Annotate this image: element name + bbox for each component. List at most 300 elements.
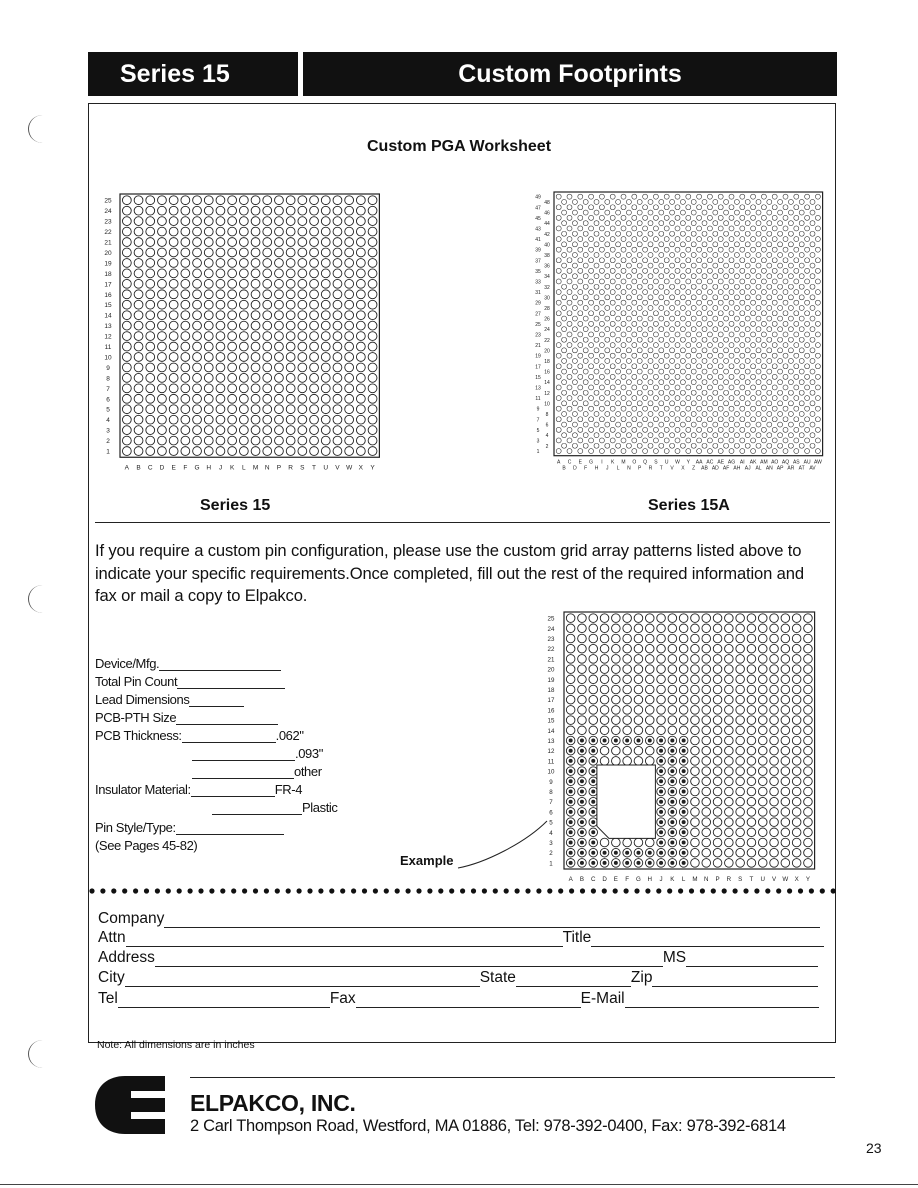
pin-hole[interactable]	[758, 838, 767, 847]
pin-hole[interactable]	[626, 348, 631, 353]
pin-hole[interactable]	[310, 436, 319, 445]
pin-hole[interactable]	[783, 417, 788, 422]
pin-hole[interactable]	[181, 196, 190, 205]
pin-hole[interactable]	[691, 746, 700, 755]
pin-hole[interactable]	[713, 695, 722, 704]
pin-hole[interactable]	[621, 385, 626, 390]
pin-hole[interactable]	[724, 380, 729, 385]
pin-hole[interactable]	[761, 258, 766, 263]
pin-hole[interactable]	[680, 295, 685, 300]
thickness-093-line[interactable]	[192, 749, 295, 761]
pin-hole[interactable]	[761, 205, 766, 210]
pin-hole[interactable]	[562, 252, 567, 257]
pin-hole[interactable]	[713, 390, 718, 395]
pin-hole[interactable]	[799, 369, 804, 374]
pin-hole[interactable]	[572, 401, 577, 406]
pin-hole[interactable]	[566, 614, 575, 623]
pin-hole[interactable]	[783, 226, 788, 231]
pin-hole[interactable]	[781, 716, 790, 725]
pin-hole[interactable]	[770, 859, 779, 868]
pin-hole[interactable]	[691, 848, 700, 857]
pin-hole[interactable]	[781, 634, 790, 643]
pin-hole[interactable]	[781, 797, 790, 806]
pin-hole[interactable]	[702, 736, 711, 745]
pin-hole[interactable]	[345, 373, 354, 382]
pin-hole[interactable]	[368, 300, 377, 309]
pin-hole[interactable]	[804, 614, 813, 623]
pin-hole[interactable]	[134, 321, 143, 330]
pin-hole[interactable]	[653, 300, 658, 305]
pin-hole[interactable]	[263, 290, 272, 299]
pin-hole[interactable]	[228, 279, 237, 288]
pin-hole[interactable]	[702, 380, 707, 385]
pin-hole[interactable]	[589, 644, 598, 653]
pin-hole[interactable]	[645, 706, 654, 715]
pin-hole[interactable]	[356, 196, 365, 205]
pin-hole[interactable]	[310, 353, 319, 362]
pin-hole[interactable]	[788, 199, 793, 204]
pin-hole[interactable]	[657, 675, 666, 684]
pin-hole[interactable]	[310, 269, 319, 278]
pin-hole[interactable]	[794, 237, 799, 242]
pin-hole[interactable]	[702, 685, 711, 694]
pin-hole[interactable]	[612, 685, 621, 694]
pin-hole[interactable]	[772, 226, 777, 231]
pin-hole[interactable]	[298, 196, 307, 205]
pin-hole[interactable]	[589, 343, 594, 348]
pin-hole[interactable]	[794, 438, 799, 443]
pin-hole[interactable]	[713, 848, 722, 857]
pin-hole[interactable]	[556, 226, 561, 231]
pin-hole[interactable]	[659, 295, 664, 300]
pin-hole[interactable]	[589, 706, 598, 715]
pin-hole[interactable]	[804, 818, 813, 827]
pin-hole[interactable]	[756, 295, 761, 300]
pin-hole[interactable]	[251, 353, 260, 362]
pin-hole[interactable]	[713, 665, 722, 674]
pin-hole[interactable]	[792, 644, 801, 653]
pin-hole[interactable]	[605, 433, 610, 438]
pin-hole[interactable]	[805, 396, 810, 401]
pin-hole[interactable]	[751, 205, 756, 210]
pin-hole[interactable]	[345, 238, 354, 247]
pin-hole[interactable]	[778, 284, 783, 289]
pin-hole[interactable]	[610, 417, 615, 422]
pin-hole[interactable]	[653, 438, 658, 443]
pin-hole[interactable]	[556, 300, 561, 305]
pin-hole[interactable]	[778, 390, 783, 395]
pin-hole[interactable]	[578, 614, 587, 623]
pin-hole[interactable]	[691, 777, 700, 786]
pin-hole[interactable]	[702, 706, 711, 715]
state-input-line[interactable]	[516, 972, 631, 987]
pin-hole[interactable]	[193, 227, 202, 236]
pin-hole[interactable]	[583, 348, 588, 353]
pin-hole[interactable]	[578, 268, 583, 273]
pin-hole[interactable]	[286, 394, 295, 403]
pin-hole[interactable]	[745, 433, 750, 438]
pin-hole[interactable]	[781, 685, 790, 694]
pin-hole[interactable]	[193, 321, 202, 330]
pin-hole[interactable]	[122, 300, 131, 309]
pin-hole[interactable]	[675, 194, 680, 199]
pin-hole[interactable]	[567, 427, 572, 432]
pin-hole[interactable]	[626, 401, 631, 406]
pin-hole[interactable]	[181, 290, 190, 299]
pin-hole[interactable]	[778, 358, 783, 363]
pin-hole[interactable]	[310, 259, 319, 268]
pin-hole[interactable]	[664, 353, 669, 358]
pin-hole[interactable]	[169, 259, 178, 268]
pin-hole[interactable]	[691, 655, 700, 664]
pin-hole[interactable]	[691, 422, 696, 427]
pin-hole[interactable]	[729, 406, 734, 411]
pin-hole[interactable]	[594, 305, 599, 310]
pin-hole[interactable]	[751, 343, 756, 348]
pin-hole[interactable]	[356, 227, 365, 236]
pin-hole[interactable]	[810, 433, 815, 438]
pin-hole[interactable]	[697, 449, 702, 454]
pin-hole[interactable]	[298, 259, 307, 268]
pin-hole[interactable]	[251, 259, 260, 268]
pin-hole[interactable]	[345, 415, 354, 424]
pin-count-input-line[interactable]	[177, 677, 285, 689]
pin-hole[interactable]	[799, 380, 804, 385]
pin-hole[interactable]	[228, 217, 237, 226]
pin-hole[interactable]	[626, 210, 631, 215]
pin-hole[interactable]	[680, 242, 685, 247]
pin-hole[interactable]	[747, 818, 756, 827]
pin-hole[interactable]	[758, 675, 767, 684]
pin-hole[interactable]	[169, 227, 178, 236]
pin-hole[interactable]	[713, 422, 718, 427]
pin-hole[interactable]	[686, 385, 691, 390]
pin-hole[interactable]	[251, 248, 260, 257]
pin-hole[interactable]	[567, 385, 572, 390]
pin-hole[interactable]	[729, 311, 734, 316]
pin-hole[interactable]	[788, 210, 793, 215]
pin-hole[interactable]	[747, 716, 756, 725]
pin-hole[interactable]	[216, 405, 225, 414]
pin-hole[interactable]	[605, 327, 610, 332]
pin-hole[interactable]	[583, 369, 588, 374]
pin-hole[interactable]	[713, 685, 722, 694]
pin-hole[interactable]	[600, 675, 609, 684]
pin-hole[interactable]	[610, 215, 615, 220]
pin-hole[interactable]	[637, 401, 642, 406]
pin-hole[interactable]	[600, 624, 609, 633]
pin-hole[interactable]	[691, 726, 700, 735]
pin-hole[interactable]	[691, 644, 700, 653]
pin-hole[interactable]	[345, 269, 354, 278]
pin-hole[interactable]	[679, 716, 688, 725]
pin-hole[interactable]	[767, 348, 772, 353]
pin-hole[interactable]	[736, 655, 745, 664]
pin-hole[interactable]	[713, 221, 718, 226]
pin-hole[interactable]	[239, 436, 248, 445]
pin-hole[interactable]	[263, 206, 272, 215]
pin-hole[interactable]	[146, 238, 155, 247]
pin-hole[interactable]	[702, 411, 707, 416]
pin-hole[interactable]	[734, 263, 739, 268]
pin-hole[interactable]	[648, 274, 653, 279]
pin-hole[interactable]	[193, 279, 202, 288]
pin-hole[interactable]	[772, 449, 777, 454]
pin-hole[interactable]	[228, 321, 237, 330]
pin-hole[interactable]	[680, 327, 685, 332]
pin-hole[interactable]	[556, 205, 561, 210]
pin-hole[interactable]	[204, 248, 213, 257]
pin-hole[interactable]	[781, 767, 790, 776]
pin-hole[interactable]	[158, 217, 167, 226]
pin-hole[interactable]	[228, 447, 237, 456]
pin-hole[interactable]	[298, 436, 307, 445]
pin-hole[interactable]	[345, 279, 354, 288]
pin-hole[interactable]	[670, 380, 675, 385]
pin-hole[interactable]	[599, 427, 604, 432]
pin-hole[interactable]	[783, 374, 788, 379]
pin-hole[interactable]	[707, 417, 712, 422]
pin-hole[interactable]	[691, 433, 696, 438]
pin-hole[interactable]	[718, 290, 723, 295]
pin-hole[interactable]	[368, 436, 377, 445]
pin-hole[interactable]	[761, 374, 766, 379]
pin-hole[interactable]	[781, 665, 790, 674]
pin-hole[interactable]	[792, 665, 801, 674]
pin-hole[interactable]	[810, 210, 815, 215]
pin-hole[interactable]	[747, 665, 756, 674]
pin-hole[interactable]	[657, 665, 666, 674]
pin-hole[interactable]	[756, 231, 761, 236]
pin-hole[interactable]	[637, 284, 642, 289]
pin-hole[interactable]	[204, 196, 213, 205]
pin-hole[interactable]	[616, 210, 621, 215]
pin-hole[interactable]	[751, 290, 756, 295]
pin-hole[interactable]	[734, 284, 739, 289]
pin-hole[interactable]	[637, 221, 642, 226]
pin-hole[interactable]	[181, 405, 190, 414]
pin-hole[interactable]	[228, 311, 237, 320]
pin-hole[interactable]	[368, 394, 377, 403]
pin-hole[interactable]	[345, 259, 354, 268]
pin-hole[interactable]	[697, 406, 702, 411]
pin-hole[interactable]	[599, 374, 604, 379]
pin-hole[interactable]	[707, 385, 712, 390]
pin-hole[interactable]	[675, 364, 680, 369]
pin-hole[interactable]	[805, 449, 810, 454]
pin-hole[interactable]	[718, 364, 723, 369]
pin-hole[interactable]	[707, 300, 712, 305]
pin-hole[interactable]	[645, 685, 654, 694]
pin-hole[interactable]	[216, 269, 225, 278]
pin-hole[interactable]	[621, 226, 626, 231]
pin-hole[interactable]	[668, 695, 677, 704]
pin-hole[interactable]	[729, 427, 734, 432]
pin-hole[interactable]	[758, 787, 767, 796]
pin-hole[interactable]	[794, 427, 799, 432]
pin-hole[interactable]	[610, 438, 615, 443]
pin-hole[interactable]	[599, 205, 604, 210]
pin-hole[interactable]	[664, 385, 669, 390]
pin-hole[interactable]	[251, 217, 260, 226]
pin-hole[interactable]	[605, 210, 610, 215]
pin-hole[interactable]	[792, 675, 801, 684]
pin-hole[interactable]	[697, 374, 702, 379]
pin-hole[interactable]	[707, 215, 712, 220]
pin-hole[interactable]	[758, 665, 767, 674]
pin-hole[interactable]	[758, 685, 767, 694]
pin-hole[interactable]	[707, 427, 712, 432]
pin-hole[interactable]	[637, 369, 642, 374]
pin-hole[interactable]	[761, 343, 766, 348]
pin-hole[interactable]	[599, 396, 604, 401]
pin-hole[interactable]	[589, 427, 594, 432]
pin-hole[interactable]	[146, 384, 155, 393]
pin-hole[interactable]	[653, 449, 658, 454]
pin-hole[interactable]	[815, 300, 820, 305]
pin-hole[interactable]	[263, 196, 272, 205]
pin-hole[interactable]	[679, 665, 688, 674]
pin-hole[interactable]	[659, 242, 664, 247]
pin-hole[interactable]	[610, 300, 615, 305]
pin-hole[interactable]	[740, 290, 745, 295]
zip-input-line[interactable]	[652, 972, 818, 987]
pin-hole[interactable]	[251, 269, 260, 278]
pin-hole[interactable]	[368, 206, 377, 215]
pin-hole[interactable]	[670, 274, 675, 279]
pin-hole[interactable]	[158, 279, 167, 288]
pin-hole[interactable]	[653, 247, 658, 252]
pin-hole[interactable]	[648, 263, 653, 268]
pin-hole[interactable]	[632, 268, 637, 273]
pin-hole[interactable]	[815, 258, 820, 263]
pin-hole[interactable]	[788, 221, 793, 226]
pin-hole[interactable]	[643, 396, 648, 401]
pin-hole[interactable]	[600, 746, 609, 755]
pin-hole[interactable]	[275, 332, 284, 341]
pin-hole[interactable]	[648, 422, 653, 427]
pin-hole[interactable]	[181, 384, 190, 393]
pin-hole[interactable]	[664, 417, 669, 422]
pin-hole[interactable]	[616, 358, 621, 363]
pin-hole[interactable]	[572, 411, 577, 416]
pin-hole[interactable]	[756, 369, 761, 374]
pin-hole[interactable]	[794, 258, 799, 263]
pin-hole[interactable]	[251, 227, 260, 236]
pin-hole[interactable]	[783, 194, 788, 199]
pin-hole[interactable]	[204, 227, 213, 236]
pin-hole[interactable]	[239, 332, 248, 341]
pin-hole[interactable]	[810, 284, 815, 289]
pin-hole[interactable]	[756, 401, 761, 406]
pin-hole[interactable]	[686, 226, 691, 231]
pin-hole[interactable]	[321, 436, 330, 445]
pin-hole[interactable]	[275, 311, 284, 320]
pin-hole[interactable]	[772, 427, 777, 432]
pin-hole[interactable]	[767, 327, 772, 332]
pin-hole[interactable]	[792, 634, 801, 643]
pin-hole[interactable]	[275, 447, 284, 456]
pin-hole[interactable]	[736, 685, 745, 694]
pin-hole[interactable]	[815, 215, 820, 220]
pin-hole[interactable]	[767, 284, 772, 289]
pin-hole[interactable]	[702, 401, 707, 406]
pin-hole[interactable]	[792, 767, 801, 776]
pin-hole[interactable]	[792, 808, 801, 817]
pin-hole[interactable]	[691, 221, 696, 226]
pin-hole[interactable]	[368, 321, 377, 330]
pin-hole[interactable]	[756, 274, 761, 279]
pin-hole[interactable]	[566, 644, 575, 653]
pin-hole[interactable]	[781, 614, 790, 623]
pin-hole[interactable]	[626, 411, 631, 416]
pin-hole[interactable]	[345, 290, 354, 299]
pin-hole[interactable]	[158, 227, 167, 236]
pin-hole[interactable]	[783, 438, 788, 443]
pin-hole[interactable]	[562, 231, 567, 236]
pin-hole[interactable]	[632, 215, 637, 220]
pin-hole[interactable]	[713, 401, 718, 406]
pin-hole[interactable]	[664, 247, 669, 252]
pin-hole[interactable]	[729, 374, 734, 379]
pin-hole[interactable]	[792, 787, 801, 796]
pin-hole[interactable]	[713, 337, 718, 342]
pin-hole[interactable]	[815, 247, 820, 252]
pin-hole[interactable]	[599, 290, 604, 295]
pin-hole[interactable]	[653, 268, 658, 273]
pin-hole[interactable]	[670, 252, 675, 257]
pin-hole[interactable]	[578, 438, 583, 443]
pin-hole[interactable]	[770, 746, 779, 755]
pin-hole[interactable]	[605, 369, 610, 374]
pin-hole[interactable]	[675, 311, 680, 316]
pin-hole[interactable]	[275, 405, 284, 414]
pin-hole[interactable]	[298, 321, 307, 330]
pin-hole[interactable]	[805, 343, 810, 348]
pin-hole[interactable]	[745, 274, 750, 279]
pin-hole[interactable]	[286, 415, 295, 424]
pin-hole[interactable]	[713, 716, 722, 725]
pin-hole[interactable]	[668, 726, 677, 735]
pin-hole[interactable]	[691, 838, 700, 847]
pin-hole[interactable]	[251, 238, 260, 247]
pin-hole[interactable]	[204, 342, 213, 351]
pin-hole[interactable]	[713, 808, 722, 817]
pin-hole[interactable]	[605, 401, 610, 406]
pin-hole[interactable]	[298, 217, 307, 226]
pin-hole[interactable]	[657, 726, 666, 735]
pin-hole[interactable]	[815, 311, 820, 316]
pin-hole[interactable]	[637, 380, 642, 385]
pin-hole[interactable]	[659, 210, 664, 215]
pin-hole[interactable]	[626, 295, 631, 300]
pin-hole[interactable]	[805, 194, 810, 199]
pin-hole[interactable]	[736, 859, 745, 868]
pin-hole[interactable]	[626, 390, 631, 395]
pin-hole[interactable]	[653, 427, 658, 432]
pin-hole[interactable]	[122, 363, 131, 372]
pin-hole[interactable]	[594, 443, 599, 448]
pin-hole[interactable]	[788, 274, 793, 279]
pin-hole[interactable]	[310, 217, 319, 226]
pin-hole[interactable]	[181, 300, 190, 309]
pin-hole[interactable]	[193, 238, 202, 247]
pin-hole[interactable]	[734, 327, 739, 332]
pin-hole[interactable]	[298, 353, 307, 362]
pin-hole[interactable]	[740, 438, 745, 443]
pin-hole[interactable]	[783, 290, 788, 295]
pin-hole[interactable]	[228, 353, 237, 362]
